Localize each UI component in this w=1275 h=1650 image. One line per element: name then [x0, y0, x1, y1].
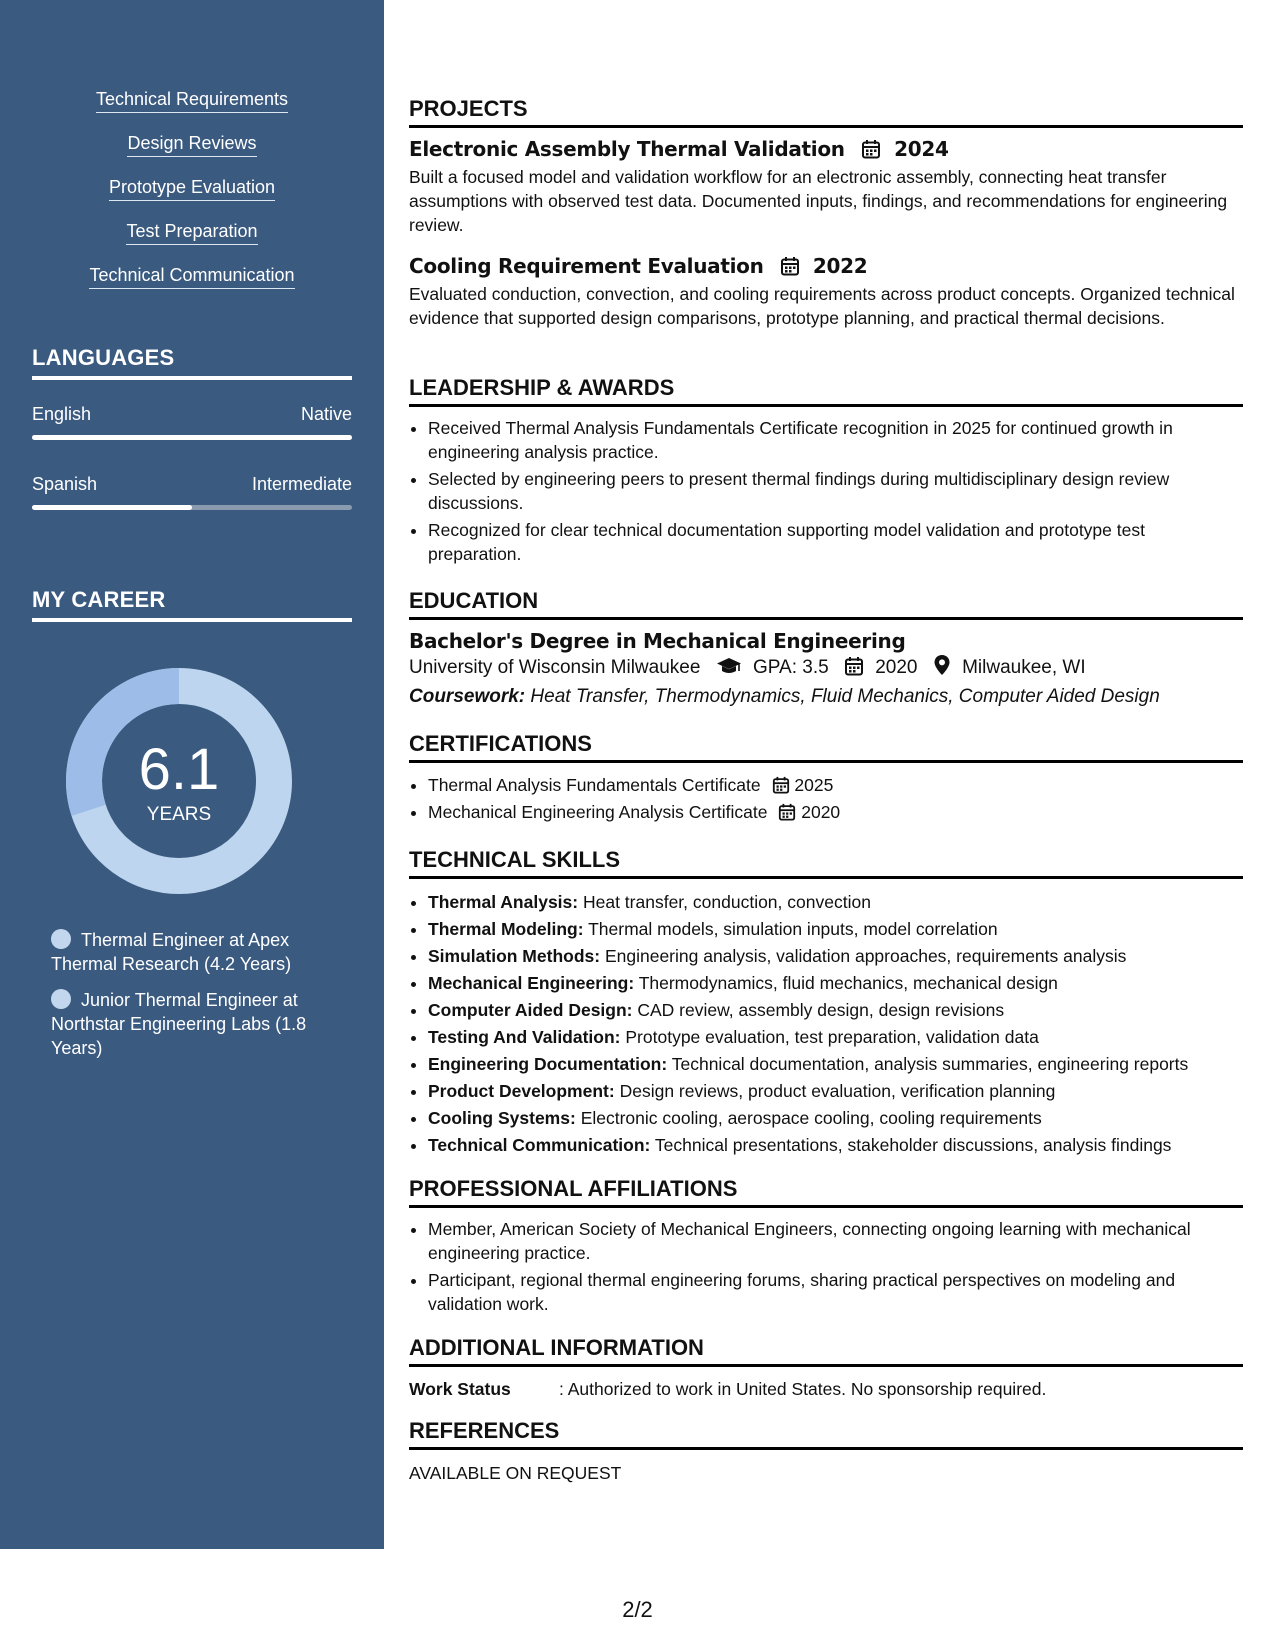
language-name: English — [32, 404, 92, 424]
skill-value: Technical presentations, stakeholder discussions, analysis findings — [654, 1135, 1172, 1155]
skill-value: Thermal models, simulation inputs, model correlation — [588, 919, 998, 939]
language-proficiency-fill — [32, 435, 352, 440]
certification-name: Thermal Analysis Fundamentals Certificate — [428, 775, 761, 795]
skill-value: CAD review, assembly design, design revisions — [637, 1000, 1005, 1020]
language-proficiency-fill — [32, 505, 192, 510]
calendar-icon — [772, 776, 790, 794]
skill-item — [428, 1079, 1243, 1103]
skill-item — [428, 998, 1243, 1022]
career-item — [51, 988, 341, 1060]
skill-item — [428, 1133, 1243, 1157]
certifications-heading: CERTIFICATIONS — [409, 731, 1243, 763]
calendar-icon — [861, 139, 881, 159]
skill-item — [428, 890, 1243, 914]
technical-skills-heading: TECHNICAL SKILLS — [409, 847, 1243, 879]
graduation-year: 2020 — [875, 657, 918, 678]
location-pin-icon — [933, 654, 951, 676]
skill-label: Thermal Modeling: — [428, 919, 584, 939]
projects-heading: PROJECTS — [409, 96, 1243, 128]
skill-label: Product Development: — [428, 1081, 615, 1101]
certification-name: Mechanical Engineering Analysis Certificate — [428, 802, 768, 822]
career-item-text: Junior Thermal Engineer at Northstar Engineering Labs (1.8 Years) — [51, 990, 307, 1058]
leadership-heading: LEADERSHIP & AWARDS — [409, 375, 1243, 407]
career-years-value: 6.1 — [138, 737, 220, 802]
skill-value: Engineering analysis, validation approaches, requirements analysis — [604, 946, 1127, 966]
certifications-list — [409, 773, 1243, 827]
leadership-item: • Selected by engineering peers to present thermal findings during multidisciplinary design review discussions. — [428, 467, 1243, 515]
project-year: 2024 — [894, 137, 949, 161]
project-year: 2022 — [812, 254, 868, 278]
skill-label: Engineering Documentation: — [428, 1054, 668, 1074]
career-list — [51, 928, 341, 1072]
skill-value: Technical documentation, analysis summaries, engineering reports — [671, 1054, 1189, 1074]
affiliation-item: • Member, American Society of Mechanical Engineers, connecting ongoing learning with mechanical engineering practice. — [428, 1217, 1243, 1265]
coursework-list: Heat Transfer, Thermodynamics, Fluid Mechanics, Computer Aided Design — [530, 686, 1160, 707]
coursework-label: Coursework: — [409, 686, 526, 707]
project-entry — [409, 136, 1243, 237]
language-name: Spanish — [32, 474, 98, 494]
project-title-line — [409, 253, 1243, 279]
language-level: Native — [300, 404, 352, 424]
leadership-list — [409, 416, 1243, 569]
career-dot-icon — [51, 989, 71, 1009]
skill-value: Heat transfer, conduction, convection — [582, 892, 871, 912]
page-number: 2/2 — [622, 1597, 653, 1622]
affiliation-item: • Participant, regional thermal engineering forums, sharing practical perspectives on modeling and validation work. — [428, 1268, 1243, 1316]
skill-label: Cooling Systems: — [428, 1108, 576, 1128]
work-status-row — [409, 1377, 1243, 1401]
references-heading: REFERENCES — [409, 1418, 1243, 1450]
calendar-icon — [844, 656, 864, 676]
coursework-line — [409, 682, 1243, 712]
project-name: Electronic Assembly Thermal Validation — [409, 137, 845, 161]
gpa-value: GPA: 3.5 — [752, 657, 829, 678]
certification-year: 2020 — [801, 802, 841, 822]
project-title-line — [409, 136, 1243, 162]
leadership-item: • Received Thermal Analysis Fundamentals Certificate recognition in 2025 for continued growth in engineering analysis practice. — [428, 416, 1243, 464]
certification-item — [428, 800, 1243, 824]
education-details — [409, 654, 1243, 682]
graduation-cap-icon — [716, 656, 742, 676]
affiliations-list — [409, 1217, 1243, 1319]
calendar-icon — [778, 803, 796, 821]
skill-label: Mechanical Engineering: — [428, 973, 635, 993]
skill-label: Thermal Analysis: — [428, 892, 579, 912]
skill-label: Technical Communication: — [428, 1135, 651, 1155]
career-donut-chart — [66, 668, 292, 894]
school-name: University of Wisconsin Milwaukee — [409, 657, 701, 678]
skill-link-technical-communication[interactable]: Technical Communication — [89, 264, 294, 289]
project-entry — [409, 253, 1243, 330]
degree-title: Bachelor's Degree in Mechanical Engineering — [409, 629, 906, 653]
work-status-label: Work Status — [409, 1379, 511, 1399]
skill-item — [428, 1052, 1243, 1076]
skill-value: Electronic cooling, aerospace cooling, cooling requirements — [580, 1108, 1042, 1128]
calendar-icon — [780, 256, 800, 276]
references-text: AVAILABLE ON REQUEST — [409, 1463, 622, 1483]
skill-link-test-preparation[interactable]: Test Preparation — [126, 220, 257, 245]
skill-link-list — [0, 88, 384, 308]
skill-value: Prototype evaluation, test preparation, validation data — [625, 1027, 1039, 1047]
skill-item — [428, 917, 1243, 941]
career-dot-icon — [51, 929, 71, 949]
career-item — [51, 928, 341, 976]
language-proficiency-bar — [32, 435, 352, 440]
career-years-label: YEARS — [146, 804, 212, 825]
skill-link-prototype-evaluation[interactable]: Prototype Evaluation — [109, 176, 275, 201]
career-heading: MY CAREER — [32, 587, 352, 622]
skill-item — [428, 1025, 1243, 1049]
skill-item — [428, 971, 1243, 995]
skill-label: Simulation Methods: — [428, 946, 601, 966]
education-location: Milwaukee, WI — [962, 657, 1086, 678]
leadership-item: • Recognized for clear technical documentation supporting model validation and prototype test preparation. — [428, 518, 1243, 566]
affiliations-heading: PROFESSIONAL AFFILIATIONS — [409, 1176, 1243, 1208]
certification-year: 2025 — [794, 775, 834, 795]
technical-skills-list — [409, 890, 1243, 1160]
project-description: Built a focused model and validation workflow for an electronic assembly, connecting heat transfer assumptions with observed test data. Documented inputs, findings, and recommendations for engineering review. — [409, 167, 1228, 235]
skill-item — [428, 944, 1243, 968]
skill-value: Design reviews, product evaluation, verification planning — [619, 1081, 1056, 1101]
education-entry — [409, 628, 1243, 712]
project-description: Evaluated conduction, convection, and cooling requirements across product concepts. Organized technical evidence that supported design comparisons, prototype planning, and practical thermal decisions. — [409, 284, 1235, 328]
certification-item — [428, 773, 1243, 797]
skill-value: Thermodynamics, fluid mechanics, mechanical design — [638, 973, 1058, 993]
work-status-value: : Authorized to work in United States. No sponsorship required. — [559, 1379, 1047, 1399]
skill-label: Testing And Validation: — [428, 1027, 621, 1047]
additional-info-heading: ADDITIONAL INFORMATION — [409, 1335, 1243, 1367]
sidebar — [0, 0, 384, 1549]
skill-link-technical-requirements[interactable]: Technical Requirements — [96, 88, 288, 113]
language-level: Intermediate — [251, 474, 352, 494]
education-heading: EDUCATION — [409, 588, 1243, 620]
skill-label: Computer Aided Design: — [428, 1000, 633, 1020]
career-item-text: Thermal Engineer at Apex Thermal Research (4.2 Years) — [51, 930, 292, 974]
skill-item — [428, 1106, 1243, 1130]
languages-heading: LANGUAGES — [32, 345, 352, 380]
project-name: Cooling Requirement Evaluation — [409, 254, 764, 278]
language-proficiency-bar — [32, 505, 352, 510]
skill-link-design-reviews[interactable]: Design Reviews — [127, 132, 256, 157]
